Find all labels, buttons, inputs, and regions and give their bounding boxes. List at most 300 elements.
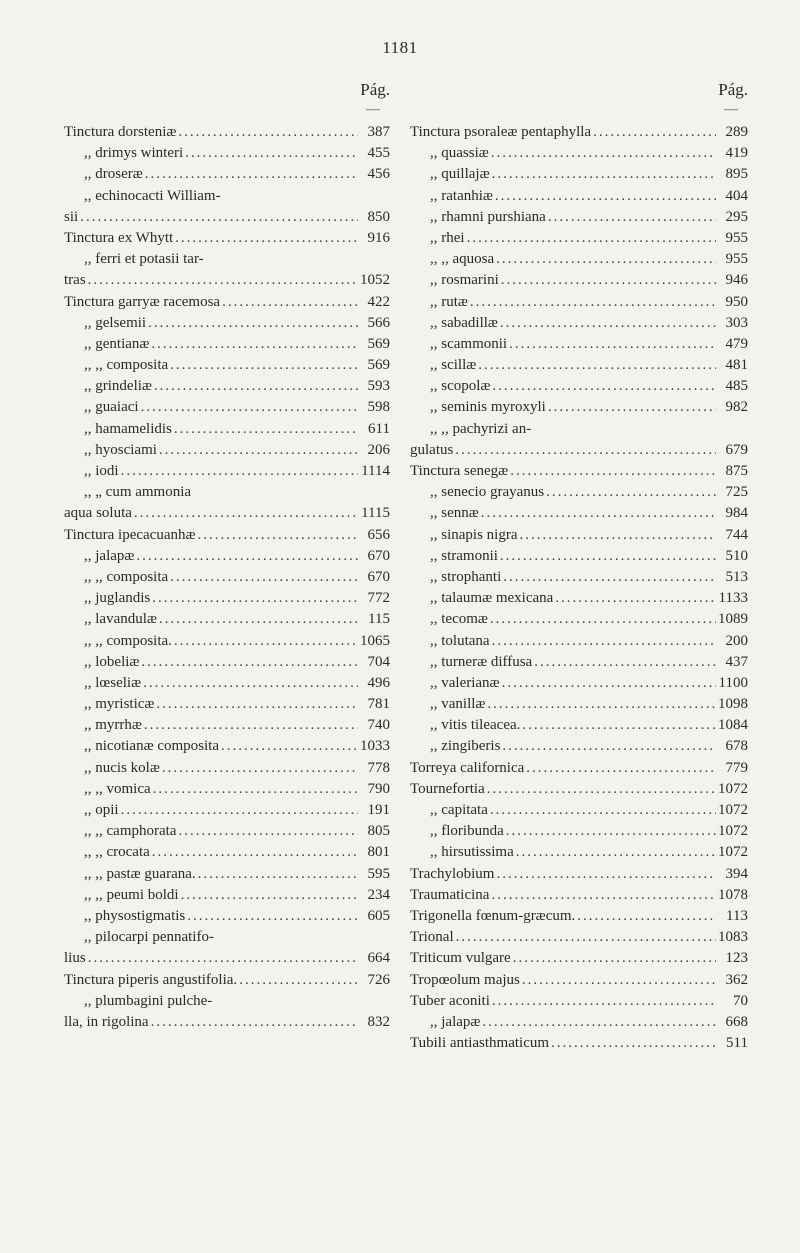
- index-entry: [64, 357, 390, 378]
- index-entry: [410, 209, 748, 230]
- entry-page: 946: [725, 272, 748, 289]
- leader-dots: [496, 866, 716, 883]
- entry-page: 1083: [718, 929, 748, 946]
- leader-dots: [121, 463, 358, 480]
- entry-term: ,, ,, crocata: [84, 844, 150, 861]
- index-entry: [410, 781, 748, 802]
- entry-page: 850: [367, 208, 390, 225]
- index-entry: [410, 166, 748, 187]
- leader-dots: [221, 738, 358, 755]
- index-entry: [410, 505, 748, 526]
- entry-term: ,, gelsemii: [84, 314, 147, 331]
- entry-page: 832: [367, 1013, 390, 1030]
- entry-term: Tinctura senegæ: [410, 463, 509, 479]
- entry-page: 875: [725, 463, 748, 479]
- index-entry: [64, 527, 390, 548]
- index-entry: [64, 696, 390, 717]
- entry-page: 679: [725, 441, 748, 458]
- index-entry: [64, 442, 390, 463]
- entry-term: ,, floribunda: [430, 823, 504, 840]
- entry-term: Trachylobium: [410, 865, 495, 882]
- entry-term: ,, myristicæ: [84, 696, 155, 713]
- entry-page: 982: [725, 399, 748, 416]
- leader-dots: [151, 1014, 358, 1031]
- index-entry: [410, 1014, 748, 1035]
- index-entry: [410, 315, 748, 336]
- entry-term: ,, opii: [84, 802, 119, 818]
- entry-page: 295: [725, 208, 748, 225]
- index-entry: [410, 633, 748, 654]
- leader-dots: [170, 357, 358, 374]
- entry-page: 485: [725, 378, 748, 395]
- index-entry: [64, 188, 390, 209]
- entry-term: ,, scopolæ: [430, 378, 491, 395]
- entry-page: 1133: [718, 590, 748, 607]
- entry-term: Traumaticina: [410, 886, 490, 903]
- entry-page: 984: [725, 505, 748, 522]
- leader-dots: [467, 230, 716, 247]
- entry-page: 670: [367, 547, 390, 564]
- entry-term: Tinctura ex Whytt: [64, 229, 174, 246]
- leader-dots: [481, 505, 716, 522]
- leader-dots: [181, 887, 358, 904]
- entry-page: 115: [368, 611, 390, 628]
- leader-dots: [141, 654, 358, 671]
- entry-term: ,, drimys winteri: [84, 145, 184, 162]
- entry-term: ,, nicotianæ composita: [84, 738, 219, 755]
- index-entry: [64, 633, 390, 654]
- entry-term: ,, ferri et potasii tar-: [84, 251, 204, 268]
- leader-dots: [548, 209, 716, 226]
- entry-term: ,, ,, composita: [84, 568, 169, 585]
- entry-page: 895: [725, 166, 748, 183]
- index-entry: [64, 972, 390, 993]
- leader-dots: [487, 696, 716, 713]
- leader-dots: [185, 145, 358, 162]
- leader-dots: [159, 611, 358, 628]
- entry-term: ,, sinapis nigra: [430, 526, 518, 543]
- entry-page: 387: [367, 124, 390, 140]
- entry-page: 200: [725, 632, 748, 649]
- entry-page: 481: [725, 357, 748, 374]
- entry-term: ,, quassiæ: [430, 145, 489, 162]
- leader-dots: [482, 1014, 716, 1031]
- index-entry: [410, 993, 748, 1014]
- index-entry: [64, 124, 390, 145]
- leader-dots: [222, 294, 358, 311]
- leader-dots: [546, 484, 716, 501]
- leader-dots: [174, 633, 358, 650]
- leader-dots: [491, 145, 716, 162]
- index-entry: [410, 527, 748, 548]
- leader-dots: [534, 654, 716, 671]
- entry-term: ,, gentianæ: [84, 335, 150, 352]
- leader-dots: [492, 166, 716, 183]
- entry-page: 70: [733, 992, 748, 1009]
- index-entry: [64, 717, 390, 738]
- leader-dots: [145, 166, 358, 183]
- index-entry: [64, 654, 390, 675]
- leader-dots: [551, 1035, 716, 1052]
- leader-dots: [159, 442, 358, 459]
- entry-term: Tinctura garryæ racemosa: [64, 293, 221, 310]
- entry-term: ,, sabadillæ: [430, 314, 498, 331]
- entry-page: 916: [367, 229, 390, 246]
- entry-page: 955: [725, 251, 748, 268]
- entry-page: 1100: [718, 674, 748, 691]
- index-entry: [410, 654, 748, 675]
- right-entries: [410, 124, 748, 1056]
- leader-dots: [520, 527, 717, 544]
- page-number: 1181: [382, 38, 418, 57]
- entry-term: lius: [64, 950, 86, 967]
- entry-term: ,, strophanti: [430, 568, 502, 585]
- leader-dots: [88, 950, 358, 967]
- leader-dots: [509, 336, 716, 353]
- index-entry: [410, 378, 748, 399]
- leader-dots: [496, 251, 716, 268]
- entry-term: sii: [64, 208, 79, 225]
- index-entry: [410, 294, 748, 315]
- index-entry: [410, 272, 748, 293]
- leader-dots: [492, 633, 716, 650]
- index-entry: [410, 463, 748, 484]
- right-column-dash: —: [724, 102, 738, 117]
- leader-dots: [503, 569, 716, 586]
- index-entry: [64, 569, 390, 590]
- entry-term: ,, tecomæ: [430, 611, 488, 628]
- index-entry: [64, 548, 390, 569]
- entry-term: Tubili antiasthmaticum: [410, 1035, 550, 1052]
- index-entry: [64, 844, 390, 865]
- index-entry: [410, 399, 748, 420]
- entry-term: ,, zingiberis: [430, 738, 501, 755]
- index-entry: [64, 251, 390, 272]
- entry-page: 206: [367, 441, 390, 458]
- entry-term: ,, grindeliæ: [84, 378, 152, 395]
- index-entry: [64, 166, 390, 187]
- entry-page: 1065: [360, 632, 390, 649]
- index-entry: [64, 760, 390, 781]
- entry-term: ,, rhei: [430, 229, 465, 246]
- index-entry: [410, 760, 748, 781]
- leader-dots: [478, 357, 716, 374]
- entry-page: 394: [725, 865, 748, 882]
- leader-dots: [502, 675, 716, 692]
- entry-page: 781: [367, 696, 390, 713]
- entry-page: 479: [725, 335, 748, 352]
- leader-dots: [487, 781, 716, 798]
- entry-term: Tinctura ipecacuanhæ: [64, 526, 196, 543]
- entry-page: 778: [367, 759, 390, 776]
- index-entry: [64, 908, 390, 929]
- leader-dots: [506, 823, 716, 840]
- entry-page: 289: [725, 124, 748, 140]
- entry-page: 805: [367, 823, 390, 840]
- index-entry: [410, 548, 748, 569]
- index-entry: [410, 421, 748, 442]
- entry-page: 611: [368, 420, 390, 437]
- entry-term: Triticum vulgare: [410, 950, 511, 967]
- leader-dots: [491, 887, 716, 904]
- entry-term: ,, lobeliæ: [84, 653, 140, 670]
- leader-dots: [455, 442, 716, 459]
- entry-term: ,, droseræ: [84, 166, 143, 183]
- entry-page: 362: [725, 971, 748, 988]
- leader-dots: [522, 717, 716, 734]
- entry-page: 513: [725, 568, 748, 585]
- entry-term: aqua soluta: [64, 505, 132, 522]
- entry-term: ,, myrrhæ: [84, 717, 142, 734]
- index-entry: [410, 887, 748, 908]
- entry-page: 303: [725, 314, 748, 331]
- entry-term: ,, ,, pachyrizi an-: [430, 420, 532, 437]
- entry-term: Torreya californica: [410, 759, 525, 776]
- entry-term: ,, jalapæ: [430, 1013, 481, 1030]
- index-entry: [410, 145, 748, 166]
- entry-term: ,, echinocacti William-: [84, 187, 221, 204]
- index-entry: [64, 209, 390, 230]
- index-entry: [410, 357, 748, 378]
- index-entry: [64, 399, 390, 420]
- index-entry: [410, 717, 748, 738]
- index-entry: [410, 484, 748, 505]
- index-entry: [64, 738, 390, 759]
- index-entry: [64, 484, 390, 505]
- leader-dots: [577, 908, 716, 925]
- index-entry: [410, 823, 748, 844]
- entry-page: 605: [367, 907, 390, 924]
- entry-term: Tournefortia: [410, 780, 485, 797]
- entry-term: ,, physostigmatis: [84, 907, 186, 924]
- entry-page: 664: [367, 950, 390, 967]
- index-entry: [64, 590, 390, 611]
- entry-page: 598: [367, 399, 390, 416]
- index-entry: [410, 1035, 748, 1056]
- leader-dots: [88, 272, 358, 289]
- leader-dots: [152, 844, 358, 861]
- entry-term: Tuber aconiti: [410, 992, 490, 1009]
- entry-page: 422: [367, 293, 390, 310]
- entry-page: 510: [725, 547, 748, 564]
- leader-dots: [492, 378, 716, 395]
- entry-page: 456: [367, 166, 390, 183]
- entry-page: 1072: [718, 780, 748, 797]
- entry-page: 511: [726, 1035, 748, 1052]
- entry-page: 191: [367, 802, 390, 818]
- index-entry: [64, 230, 390, 251]
- entry-page: 670: [367, 568, 390, 585]
- entry-term: ,, rhamni purshiana: [430, 208, 546, 225]
- leader-dots: [178, 124, 358, 141]
- entry-page: 1115: [361, 505, 390, 522]
- entry-term: ,, hirsutissima: [430, 844, 514, 861]
- entry-term: ,, quillajæ: [430, 166, 490, 183]
- entry-term: ,, ,, peumi boldi: [84, 886, 179, 903]
- index-entry: [410, 866, 748, 887]
- index-entry: [410, 950, 748, 971]
- index-entry: [64, 336, 390, 357]
- leader-dots: [495, 188, 716, 205]
- entry-term: ,, hyosciami: [84, 441, 157, 458]
- index-entry: [64, 823, 390, 844]
- index-entry: [410, 442, 748, 463]
- entry-page: 1089: [718, 611, 748, 628]
- entry-page: 1098: [718, 696, 748, 713]
- index-entry: [64, 378, 390, 399]
- index-entry: [64, 802, 390, 823]
- entry-page: 1072: [718, 802, 748, 818]
- left-column-header: Pág.: [360, 80, 390, 99]
- entry-page: 950: [725, 293, 748, 310]
- index-entry: [64, 1014, 390, 1035]
- leader-dots: [501, 272, 716, 289]
- entry-term: ,, hamamelidis: [84, 420, 172, 437]
- leader-dots: [490, 611, 716, 628]
- entry-page: 419: [725, 145, 748, 162]
- entry-page: 668: [725, 1013, 748, 1030]
- index-entry: [410, 251, 748, 272]
- entry-term: ,, ,, composita.: [84, 632, 172, 649]
- entry-page: 1072: [718, 844, 748, 861]
- leader-dots: [136, 548, 358, 565]
- index-entry: [64, 505, 390, 526]
- entry-term: ,, ratanhiæ: [430, 187, 493, 204]
- index-entry: [64, 294, 390, 315]
- entry-term: tras: [64, 272, 86, 289]
- entry-term: Tropœolum majus: [410, 971, 520, 988]
- leader-dots: [187, 908, 358, 925]
- leader-dots: [522, 972, 716, 989]
- entry-page: 437: [725, 653, 748, 670]
- entry-term: ,, guaiaci: [84, 399, 139, 416]
- index-entry: [410, 802, 748, 823]
- entry-term: ,, ,, aquosa: [430, 251, 495, 268]
- index-entry: [410, 675, 748, 696]
- left-column: [64, 80, 390, 1035]
- entry-term: Tinctura piperis angustifolia.: [64, 971, 238, 988]
- leader-dots: [593, 124, 716, 141]
- entry-term: ,, ,, vomica: [84, 780, 151, 797]
- entry-page: 726: [367, 971, 390, 988]
- leader-dots: [502, 738, 716, 755]
- leader-dots: [526, 760, 716, 777]
- leader-dots: [470, 294, 716, 311]
- right-column: [410, 80, 748, 1056]
- entry-page: 1084: [718, 717, 748, 734]
- leader-dots: [134, 505, 358, 522]
- entry-page: 1052: [360, 272, 390, 289]
- entry-page: 569: [367, 335, 390, 352]
- entry-term: ,, jalapæ: [84, 547, 135, 564]
- index-entry: [410, 929, 748, 950]
- leader-dots: [170, 569, 358, 586]
- entry-term: Trigonella fœnum-græcum.: [410, 907, 576, 924]
- entry-page: 779: [725, 759, 748, 776]
- leader-dots: [143, 675, 358, 692]
- leader-dots: [513, 950, 716, 967]
- leader-dots: [500, 315, 716, 332]
- index-entry: [410, 611, 748, 632]
- entry-page: 801: [367, 844, 390, 861]
- leader-dots: [548, 399, 716, 416]
- leader-dots: [198, 527, 359, 544]
- index-entry: [64, 463, 390, 484]
- entry-term: ,, rosmarini: [430, 272, 499, 289]
- entry-page: 656: [367, 526, 390, 543]
- entry-term: ,, tolutana: [430, 632, 490, 649]
- index-entry: [64, 272, 390, 293]
- entry-term: Trional: [410, 929, 454, 946]
- entry-term: ,, ,, camphorata: [84, 823, 177, 840]
- leader-dots: [239, 972, 358, 989]
- entry-page: 1033: [360, 738, 390, 755]
- entry-term: ,, vanillæ: [430, 696, 486, 713]
- index-entry: [410, 590, 748, 611]
- index-entry: [64, 929, 390, 950]
- index-entry: [410, 124, 748, 145]
- entry-term: ,, ,, pastæ guarana.: [84, 865, 196, 882]
- entry-term: ,, scillæ: [430, 357, 477, 374]
- left-column-dash: —: [366, 102, 380, 117]
- leader-dots: [500, 548, 716, 565]
- entry-term: ,, iodi: [84, 463, 119, 479]
- entry-term: ,, valerianæ: [430, 674, 500, 691]
- leader-dots: [80, 209, 358, 226]
- entry-page: 496: [367, 674, 390, 691]
- entry-page: 595: [367, 865, 390, 882]
- index-entry: [64, 315, 390, 336]
- entry-term: Tinctura dorsteniæ: [64, 124, 177, 140]
- leader-dots: [156, 696, 358, 713]
- entry-page: 234: [367, 886, 390, 903]
- entry-term: ,, plumbagini pulche-: [84, 992, 213, 1009]
- leader-dots: [490, 802, 716, 819]
- entry-page: 678: [725, 738, 748, 755]
- entry-page: 569: [367, 357, 390, 374]
- entry-term: ,, „ cum ammonia: [84, 484, 192, 501]
- entry-term: ,, lavandulæ: [84, 611, 157, 628]
- index-entry: [410, 908, 748, 929]
- leader-dots: [148, 315, 358, 332]
- entry-term: ,, lœseliæ: [84, 674, 142, 691]
- entry-term: ,, seminis myroxyli: [430, 399, 546, 416]
- leader-dots: [153, 781, 358, 798]
- entry-term: ,, capitata: [430, 802, 488, 818]
- entry-term: ,, nucis kolæ: [84, 759, 160, 776]
- entry-term: gulatus: [410, 441, 454, 458]
- entry-term: ,, vitis tileacea.: [430, 717, 521, 734]
- entry-term: ,, senecio grayanus: [430, 484, 545, 501]
- index-entry: [410, 738, 748, 759]
- leader-dots: [121, 802, 358, 819]
- entry-page: 455: [367, 145, 390, 162]
- entry-page: 593: [367, 378, 390, 395]
- entry-term: ,, talaumæ mexicana: [430, 590, 554, 607]
- leader-dots: [162, 760, 358, 777]
- entry-term: ,, scammonii: [430, 335, 508, 352]
- entry-page: 955: [725, 229, 748, 246]
- leader-dots: [555, 590, 716, 607]
- leader-dots: [456, 929, 716, 946]
- entry-term: ,, ,, composita: [84, 357, 169, 374]
- entry-page: 404: [725, 187, 748, 204]
- index-entry: [64, 866, 390, 887]
- entry-term: ,, rutæ: [430, 293, 468, 310]
- entry-page: 123: [725, 950, 748, 967]
- index-entry: [410, 696, 748, 717]
- index-entry: [64, 993, 390, 1014]
